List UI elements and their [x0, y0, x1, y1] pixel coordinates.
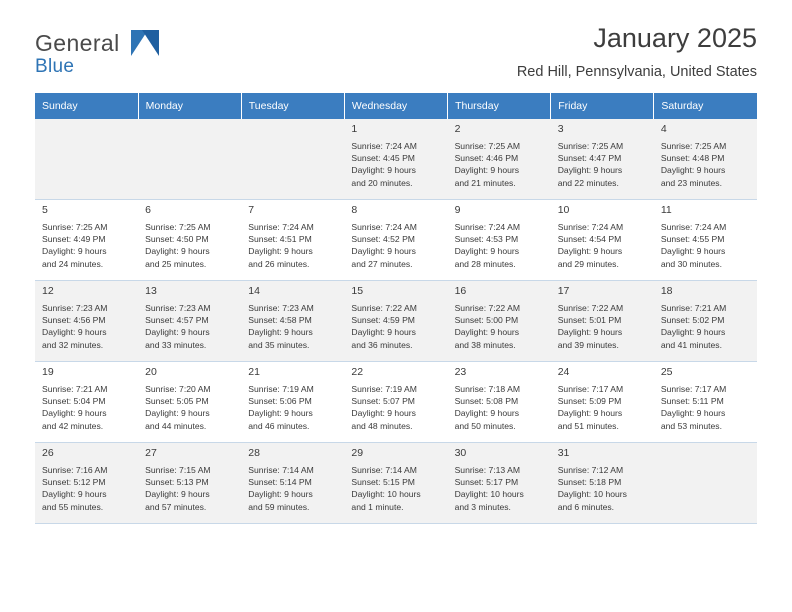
day-number: 29 — [351, 447, 364, 459]
location-subtitle: Red Hill, Pennsylvania, United States — [516, 63, 757, 80]
calendar-day-cell — [344, 443, 447, 524]
calendar-day-cell — [35, 443, 138, 524]
calendar-day-cell — [241, 281, 344, 362]
day-detail-line: Daylight: 9 hours — [145, 327, 210, 338]
day-detail-line: Sunrise: 7:13 AM — [454, 464, 521, 475]
day-detail-line: and 27 minutes. — [351, 258, 413, 269]
calendar-day-cell — [344, 200, 447, 281]
day-detail-line: Sunrise: 7:19 AM — [248, 383, 314, 394]
day-detail-line: Sunset: 4:53 PM — [454, 234, 519, 245]
day-detail-line: Sunset: 5:01 PM — [557, 315, 622, 326]
calendar-day-cell — [344, 362, 447, 443]
calendar-day-cell — [551, 119, 654, 200]
day-detail-line: Sunrise: 7:25 AM — [557, 140, 624, 151]
day-detail-line: and 53 minutes. — [660, 420, 722, 431]
day-detail-line: Sunset: 5:15 PM — [351, 477, 415, 488]
day-detail-line: and 38 minutes. — [454, 339, 516, 350]
calendar-day-cell — [138, 443, 241, 524]
title-block — [235, 24, 757, 80]
day-detail-line: Sunset: 4:54 PM — [557, 234, 622, 245]
day-detail-line: and 1 minute. — [351, 501, 404, 512]
day-detail-line: and 24 minutes. — [42, 258, 104, 269]
day-detail-line: Daylight: 9 hours — [42, 327, 107, 338]
day-details — [351, 140, 441, 189]
logo-text-blue: Blue — [35, 56, 75, 77]
day-details — [455, 221, 545, 270]
day-detail-line: Sunrise: 7:22 AM — [557, 302, 624, 313]
day-number: 7 — [248, 204, 255, 216]
day-number: 23 — [454, 366, 467, 378]
day-detail-line: Sunset: 5:05 PM — [145, 396, 209, 407]
day-detail-line: Daylight: 9 hours — [145, 489, 210, 500]
day-detail-line: Daylight: 9 hours — [454, 408, 520, 419]
day-detail-line: Daylight: 9 hours — [351, 165, 416, 176]
day-detail-line: Sunset: 5:07 PM — [351, 396, 415, 407]
day-detail-line: and 46 minutes. — [248, 420, 310, 431]
day-number: 12 — [42, 285, 54, 297]
day-details — [42, 464, 132, 513]
day-detail-line: and 32 minutes. — [42, 339, 104, 350]
day-detail-line: Daylight: 9 hours — [351, 327, 416, 338]
calendar-cell-empty — [654, 443, 757, 524]
calendar-day-cell — [448, 200, 551, 281]
brand-logo[interactable] — [35, 24, 235, 76]
day-number: 8 — [351, 204, 358, 216]
calendar-day-cell — [344, 281, 447, 362]
day-detail-line: Daylight: 9 hours — [660, 327, 726, 338]
page-header — [35, 24, 757, 82]
flag-icon — [131, 30, 161, 57]
day-detail-line: Sunrise: 7:20 AM — [145, 383, 211, 394]
day-details — [661, 302, 751, 351]
day-detail-line: Sunrise: 7:25 AM — [660, 140, 727, 151]
calendar-week-row — [35, 281, 757, 362]
day-detail-line: Daylight: 9 hours — [454, 246, 520, 257]
day-detail-line: Sunrise: 7:23 AM — [145, 302, 211, 313]
day-detail-line: Sunset: 5:02 PM — [660, 315, 725, 326]
day-detail-line: Daylight: 9 hours — [248, 246, 313, 257]
day-number: 24 — [557, 366, 570, 378]
day-detail-line: and 36 minutes. — [351, 339, 413, 350]
day-detail-line: and 41 minutes. — [660, 339, 722, 350]
day-detail-line: Daylight: 9 hours — [660, 408, 726, 419]
day-detail-line: Sunrise: 7:23 AM — [42, 302, 108, 313]
day-detail-line: Sunset: 5:14 PM — [248, 477, 312, 488]
day-detail-line: and 25 minutes. — [145, 258, 207, 269]
day-number: 13 — [145, 285, 157, 297]
day-details — [661, 140, 751, 189]
day-details — [145, 221, 235, 270]
day-detail-line: Sunrise: 7:17 AM — [660, 383, 727, 394]
day-detail-line: Sunrise: 7:16 AM — [42, 464, 108, 475]
day-detail-line: and 26 minutes. — [248, 258, 310, 269]
day-detail-line: Daylight: 9 hours — [557, 327, 623, 338]
day-detail-line: Sunset: 4:56 PM — [42, 315, 106, 326]
day-detail-line: Sunrise: 7:24 AM — [557, 221, 624, 232]
day-detail-line: Daylight: 9 hours — [145, 408, 210, 419]
day-detail-line: Daylight: 10 hours — [454, 489, 524, 500]
day-number: 19 — [42, 366, 54, 378]
day-detail-line: Daylight: 9 hours — [248, 327, 313, 338]
day-number: 31 — [557, 447, 570, 459]
calendar-day-cell — [138, 362, 241, 443]
day-detail-line: and 48 minutes. — [351, 420, 413, 431]
day-number: 22 — [351, 366, 364, 378]
day-detail-line: Daylight: 9 hours — [557, 408, 623, 419]
weekday-header-thursday: Thursday — [448, 93, 551, 119]
day-detail-line: Sunrise: 7:17 AM — [557, 383, 624, 394]
day-details — [558, 383, 648, 432]
day-detail-line: Sunset: 5:12 PM — [42, 477, 106, 488]
day-detail-line: and 21 minutes. — [454, 177, 516, 188]
day-details — [351, 221, 441, 270]
day-number: 26 — [42, 447, 54, 459]
weekday-header-sunday: Sunday — [35, 93, 138, 119]
weekday-header-tuesday: Tuesday — [241, 93, 344, 119]
day-detail-line: Sunset: 4:46 PM — [454, 153, 519, 164]
day-detail-line: Sunset: 4:57 PM — [145, 315, 209, 326]
day-detail-line: Sunset: 4:47 PM — [557, 153, 622, 164]
day-detail-line: Daylight: 9 hours — [660, 165, 726, 176]
day-detail-line: Sunrise: 7:25 AM — [42, 221, 108, 232]
day-details — [351, 302, 441, 351]
calendar-day-cell — [654, 281, 757, 362]
weekday-header-friday: Friday — [551, 93, 654, 119]
day-detail-line: and 57 minutes. — [145, 501, 207, 512]
calendar-week-row — [35, 443, 757, 524]
day-detail-line: Sunrise: 7:25 AM — [145, 221, 211, 232]
day-number: 4 — [660, 123, 667, 135]
day-detail-line: and 33 minutes. — [145, 339, 207, 350]
calendar-day-cell — [551, 281, 654, 362]
day-number: 3 — [557, 123, 564, 135]
day-detail-line: Sunset: 5:08 PM — [454, 396, 519, 407]
day-detail-line: Sunrise: 7:22 AM — [351, 302, 417, 313]
day-detail-line: and 50 minutes. — [454, 420, 516, 431]
day-detail-line: Daylight: 9 hours — [351, 408, 416, 419]
calendar-day-cell — [241, 443, 344, 524]
day-detail-line: Daylight: 9 hours — [145, 246, 210, 257]
calendar-day-cell — [654, 119, 757, 200]
day-detail-line: Daylight: 9 hours — [557, 165, 623, 176]
day-detail-line: Sunrise: 7:24 AM — [454, 221, 521, 232]
calendar-cell-empty — [138, 119, 241, 200]
day-detail-line: Sunrise: 7:25 AM — [454, 140, 521, 151]
calendar-table — [35, 93, 757, 524]
day-detail-line: Sunset: 5:18 PM — [557, 477, 622, 488]
day-number: 1 — [351, 123, 358, 135]
day-number: 11 — [660, 204, 672, 216]
day-detail-line: Sunrise: 7:21 AM — [42, 383, 108, 394]
day-number: 21 — [248, 366, 260, 378]
day-detail-line: Sunset: 5:06 PM — [248, 396, 312, 407]
calendar-day-cell — [654, 200, 757, 281]
day-detail-line: and 20 minutes. — [351, 177, 413, 188]
day-details — [42, 302, 132, 351]
day-detail-line: Daylight: 9 hours — [454, 165, 520, 176]
day-number: 9 — [454, 204, 461, 216]
day-number: 18 — [660, 285, 673, 297]
day-details — [248, 464, 338, 513]
day-detail-line: and 42 minutes. — [42, 420, 104, 431]
day-details — [558, 464, 648, 513]
day-detail-line: Sunset: 5:00 PM — [454, 315, 519, 326]
day-detail-line: Sunrise: 7:24 AM — [660, 221, 727, 232]
weekday-header-wednesday: Wednesday — [344, 93, 447, 119]
day-detail-line: Sunset: 4:55 PM — [660, 234, 725, 245]
day-detail-line: Sunrise: 7:15 AM — [145, 464, 211, 475]
day-details — [455, 302, 545, 351]
day-details — [145, 464, 235, 513]
calendar-day-cell — [551, 200, 654, 281]
day-detail-line: Daylight: 9 hours — [42, 408, 107, 419]
day-number: 16 — [454, 285, 467, 297]
day-detail-line: Sunrise: 7:18 AM — [454, 383, 521, 394]
calendar-day-cell — [448, 443, 551, 524]
day-details — [145, 302, 235, 351]
calendar-day-cell — [35, 281, 138, 362]
calendar-day-cell — [448, 281, 551, 362]
day-number: 14 — [248, 285, 260, 297]
day-detail-line: Sunset: 4:51 PM — [248, 234, 312, 245]
day-details — [248, 302, 338, 351]
calendar-week-row — [35, 119, 757, 200]
day-details — [558, 140, 648, 189]
day-detail-line: and 6 minutes. — [557, 501, 615, 512]
day-details — [42, 221, 132, 270]
day-detail-line: Sunset: 4:48 PM — [660, 153, 725, 164]
calendar-day-cell — [241, 362, 344, 443]
day-number: 10 — [557, 204, 570, 216]
calendar-day-cell — [551, 362, 654, 443]
day-details — [558, 221, 648, 270]
day-detail-line: Sunrise: 7:23 AM — [248, 302, 314, 313]
day-detail-line: and 55 minutes. — [42, 501, 104, 512]
calendar-day-cell — [35, 362, 138, 443]
day-details — [661, 383, 751, 432]
day-detail-line: and 3 minutes. — [454, 501, 511, 512]
weekday-header-saturday: Saturday — [654, 93, 757, 119]
day-detail-line: Sunrise: 7:22 AM — [454, 302, 521, 313]
day-detail-line: Sunset: 5:13 PM — [145, 477, 209, 488]
day-detail-line: Sunrise: 7:24 AM — [351, 140, 417, 151]
calendar-day-cell — [654, 362, 757, 443]
day-detail-line: Daylight: 9 hours — [660, 246, 726, 257]
calendar-header-row — [35, 93, 757, 119]
day-detail-line: and 22 minutes. — [557, 177, 619, 188]
day-detail-line: Daylight: 9 hours — [42, 246, 107, 257]
day-number: 25 — [660, 366, 673, 378]
calendar-day-cell — [448, 119, 551, 200]
day-detail-line: Sunrise: 7:14 AM — [248, 464, 314, 475]
day-detail-line: Sunset: 5:09 PM — [557, 396, 622, 407]
day-number: 28 — [248, 447, 260, 459]
calendar-day-cell — [551, 443, 654, 524]
day-details — [455, 464, 545, 513]
day-number: 20 — [145, 366, 157, 378]
calendar-day-cell — [448, 362, 551, 443]
day-detail-line: Sunrise: 7:14 AM — [351, 464, 417, 475]
day-detail-line: Sunrise: 7:24 AM — [248, 221, 314, 232]
day-number: 30 — [454, 447, 467, 459]
day-detail-line: Sunset: 4:45 PM — [351, 153, 415, 164]
day-number: 5 — [42, 204, 48, 216]
day-detail-line: Daylight: 10 hours — [351, 489, 421, 500]
day-detail-line: Sunset: 4:50 PM — [145, 234, 209, 245]
day-detail-line: and 30 minutes. — [660, 258, 722, 269]
day-detail-line: Sunset: 5:11 PM — [660, 396, 724, 407]
day-detail-line: Daylight: 9 hours — [351, 246, 416, 257]
calendar-cell-empty — [35, 119, 138, 200]
day-number: 15 — [351, 285, 364, 297]
page-title: January 2025 — [593, 23, 757, 53]
day-detail-line: Daylight: 10 hours — [557, 489, 627, 500]
day-details — [455, 383, 545, 432]
day-details — [145, 383, 235, 432]
day-detail-line: Sunset: 5:17 PM — [454, 477, 519, 488]
day-detail-line: Sunset: 5:04 PM — [42, 396, 106, 407]
day-detail-line: and 51 minutes. — [557, 420, 619, 431]
day-detail-line: Sunset: 4:58 PM — [248, 315, 312, 326]
day-detail-line: and 59 minutes. — [248, 501, 310, 512]
day-number: 6 — [145, 204, 151, 216]
day-detail-line: Daylight: 9 hours — [248, 489, 313, 500]
day-detail-line: Sunrise: 7:19 AM — [351, 383, 417, 394]
day-detail-line: and 23 minutes. — [660, 177, 722, 188]
day-details — [351, 464, 441, 513]
logo-text-general: General — [35, 30, 120, 56]
day-detail-line: Daylight: 9 hours — [248, 408, 313, 419]
day-details — [248, 383, 338, 432]
calendar-day-cell — [344, 119, 447, 200]
day-details — [351, 383, 441, 432]
calendar-week-row — [35, 362, 757, 443]
day-detail-line: Sunrise: 7:21 AM — [660, 302, 727, 313]
day-details — [558, 302, 648, 351]
day-detail-line: Daylight: 9 hours — [454, 327, 520, 338]
day-number: 17 — [557, 285, 570, 297]
day-number: 27 — [145, 447, 157, 459]
day-details — [42, 383, 132, 432]
day-details — [455, 140, 545, 189]
day-detail-line: and 35 minutes. — [248, 339, 310, 350]
day-detail-line: and 44 minutes. — [145, 420, 207, 431]
day-details — [248, 221, 338, 270]
day-detail-line: Sunrise: 7:24 AM — [351, 221, 417, 232]
weekday-header-monday: Monday — [138, 93, 241, 119]
day-number: 2 — [454, 123, 461, 135]
calendar-day-cell — [138, 200, 241, 281]
calendar-week-row — [35, 200, 757, 281]
calendar-day-cell — [241, 200, 344, 281]
day-detail-line: and 29 minutes. — [557, 258, 619, 269]
calendar-day-cell — [35, 200, 138, 281]
day-detail-line: Sunset: 4:49 PM — [42, 234, 106, 245]
day-detail-line: and 28 minutes. — [454, 258, 516, 269]
day-detail-line: Daylight: 9 hours — [42, 489, 107, 500]
day-detail-line: Sunset: 4:59 PM — [351, 315, 415, 326]
calendar-cell-empty — [241, 119, 344, 200]
day-detail-line: Sunrise: 7:12 AM — [557, 464, 624, 475]
calendar-day-cell — [138, 281, 241, 362]
day-details — [661, 221, 751, 270]
day-detail-line: Daylight: 9 hours — [557, 246, 623, 257]
day-detail-line: Sunset: 4:52 PM — [351, 234, 415, 245]
day-detail-line: and 39 minutes. — [557, 339, 619, 350]
